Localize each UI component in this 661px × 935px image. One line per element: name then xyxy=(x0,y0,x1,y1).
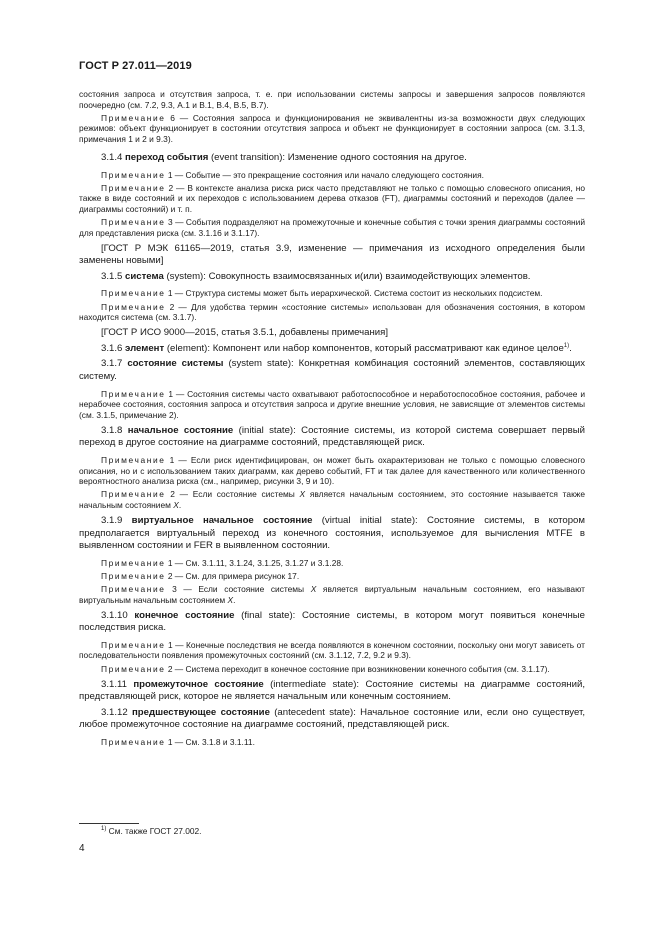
note-3-1-4-3: Примечание 3 — События подразделяют на промежуточные и конечные события с точки зрения диаграммы состояний для представления риска (см. 3.1.16 и 3.1.17). xyxy=(79,216,586,238)
document-header: ГОСТ Р 27.011—2019 xyxy=(79,60,192,72)
term-3-1-9: 3.1.9 виртуальное начальное состояние (virtual initial state): Состояние системы, в котором предполагается виртуальный переход из конечного состояния, используемое для вычисления MTFE в выявленном состоянии и FER в выявленном состоянии. xyxy=(79,515,585,552)
note-3-1-5-1: Примечание 1 — Структура системы может быть иерархической. Система состоит из нескольких подсистем. xyxy=(101,288,543,299)
note-3-1-8-1: Примечание 1 — Если риск идентифицирован, он может быть охарактеризован не только с помощью словесного описания, но и с использованием таких диаграмм, как дерево событий, FT и так далее для качественного или количественного вероятностного анализа риска (см., например, рисунки 3, 9 и 10). xyxy=(79,455,585,487)
page-number: 4 xyxy=(79,843,85,854)
document-body xyxy=(79,89,585,750)
term-3-1-10: 3.1.10 конечное состояние (final state): Состояние системы, в котором могут появиться конечные последствия риска. xyxy=(79,609,585,634)
term-3-1-12: 3.1.12 предшествующее состояние (antecedent state): Начальное состояние или, если оно существует, любое промежуточное состояние на диаграмме состояний, представляющей риск. xyxy=(79,706,585,731)
term-3-1-7: 3.1.7 состояние системы (system state): Конкретная комбинация состояний элементов, составляющих систему. xyxy=(79,358,585,382)
term-3-1-11: 3.1.11 промежуточное состояние (intermediate state): Состояние системы на диаграмме состояний, представляющей риск, которое не является начальным или конечным состоянием. xyxy=(79,678,585,703)
note-3-1-10-1: Примечание 1 — Конечные последствия не всегда появляются в конечном состоянии, поскольку они могут зависеть от последовательности появления промежуточных состояний (см. 3.1.12, 7.2, 9.2 и 9.3). xyxy=(79,639,585,661)
term-3-1-5: 3.1.5 система (system): Совокупность взаимосвязанных и(или) взаимодействующих элементов. xyxy=(101,270,531,282)
term-3-1-8: 3.1.8 начальное состояние (initial state): Состояние системы, из которой система совершает первый переход в другое состояние на диаграмме состояний, представляющей риск. xyxy=(79,424,586,449)
note-3-1-10-2: Примечание 2 — Система переходит в конечное состояние при возникновении конечного события (см. 3.1.17). xyxy=(101,663,550,674)
footnote: $^{1)}$ См. также ГОСТ 27.002. xyxy=(101,826,202,836)
note-3-1-9-2: Примечание 2 — См. для примера рисунок 17. xyxy=(101,570,300,581)
source-ref-3-1-5: [ГОСТ Р ИСО 9000—2015, статья 3.5.1, добавлены примечания] xyxy=(101,327,389,339)
note-3-1-4-1: Примечание 1 — Событие — это прекращение состояния или начало следующего состояния. xyxy=(101,169,484,180)
note-3-1-9-1: Примечание 1 — См. 3.1.11, 3.1.24, 3.1.25, 3.1.27 и 3.1.28. xyxy=(101,557,344,568)
footnote-number: 1) xyxy=(101,826,107,833)
footnote-marker: 1) xyxy=(563,342,570,349)
note-3-1-5-2: Примечание 2 — Для удобства термин «состояние системы» использован для обозначения состояния, в котором находится система (см. 3.1.7). xyxy=(79,301,585,323)
note-3-1-9-3: Примечание 3 — Если состояние системы X является виртуальным начальным состоянием, его называют виртуальным начальным состоянием X. xyxy=(79,583,586,605)
note-3-1-7-1: Примечание 1 — Состояния системы часто охватывают работоспособное и неработоспособное состояния, рабочее и нерабочее состояния, состояния запроса и отсутствия запроса и другие внешние условия, не зависящие от элементов системы (см. 3.1.5, примечание 2). xyxy=(79,388,586,420)
note-3-1-4-2: Примечание 2 — В контексте анализа риска риск часто представляют не только с помощью словесного описания, но также в виде состояний и их переходов с использованием дерева отказов (FT), диаграммы состояний и переходов (далее — диаграммы состояний) и т. п. xyxy=(79,182,586,214)
note-6: Примечание 6 — Состояния запроса и функционирования не эквивалентны из-за возможности двух следующих режимов: объект функционирует в состоянии отсутствия запроса и объект не функционирует в состоянии запроса (см. 3.1.3, примечания 1 и 2 и 9.3). xyxy=(79,112,586,144)
note-3-1-12-1: Примечание 1 — См. 3.1.8 и 3.1.11. xyxy=(101,737,255,747)
footnote-divider xyxy=(79,823,139,824)
note-3-1-8-2: Примечание 2 — Если состояние системы X является начальным состоянием, это состояние называется также начальным состоянием X. xyxy=(79,489,585,510)
term-3-1-4: 3.1.4 переход события (event transition): Изменение одного состояния на другое. xyxy=(101,151,467,163)
note-continuation: состояния запроса и отсутствия запроса, т. е. при использовании системы запросы и завершения запросов появляются поочередно (см. 7.2, 9.3, А.1 и В.1, В.4, В.5, В.7). xyxy=(79,89,585,110)
source-ref-3-1-4: [ГОСТ Р МЭК 61165—2019, статья 3.9, изменение — примечания из исходного определения были заменены новыми] xyxy=(79,242,585,267)
term-3-1-6: 3.1.6 элемент (element): Компонент или набор компонентов, который рассматривают как единое целое$^{1)}$. xyxy=(101,342,572,354)
